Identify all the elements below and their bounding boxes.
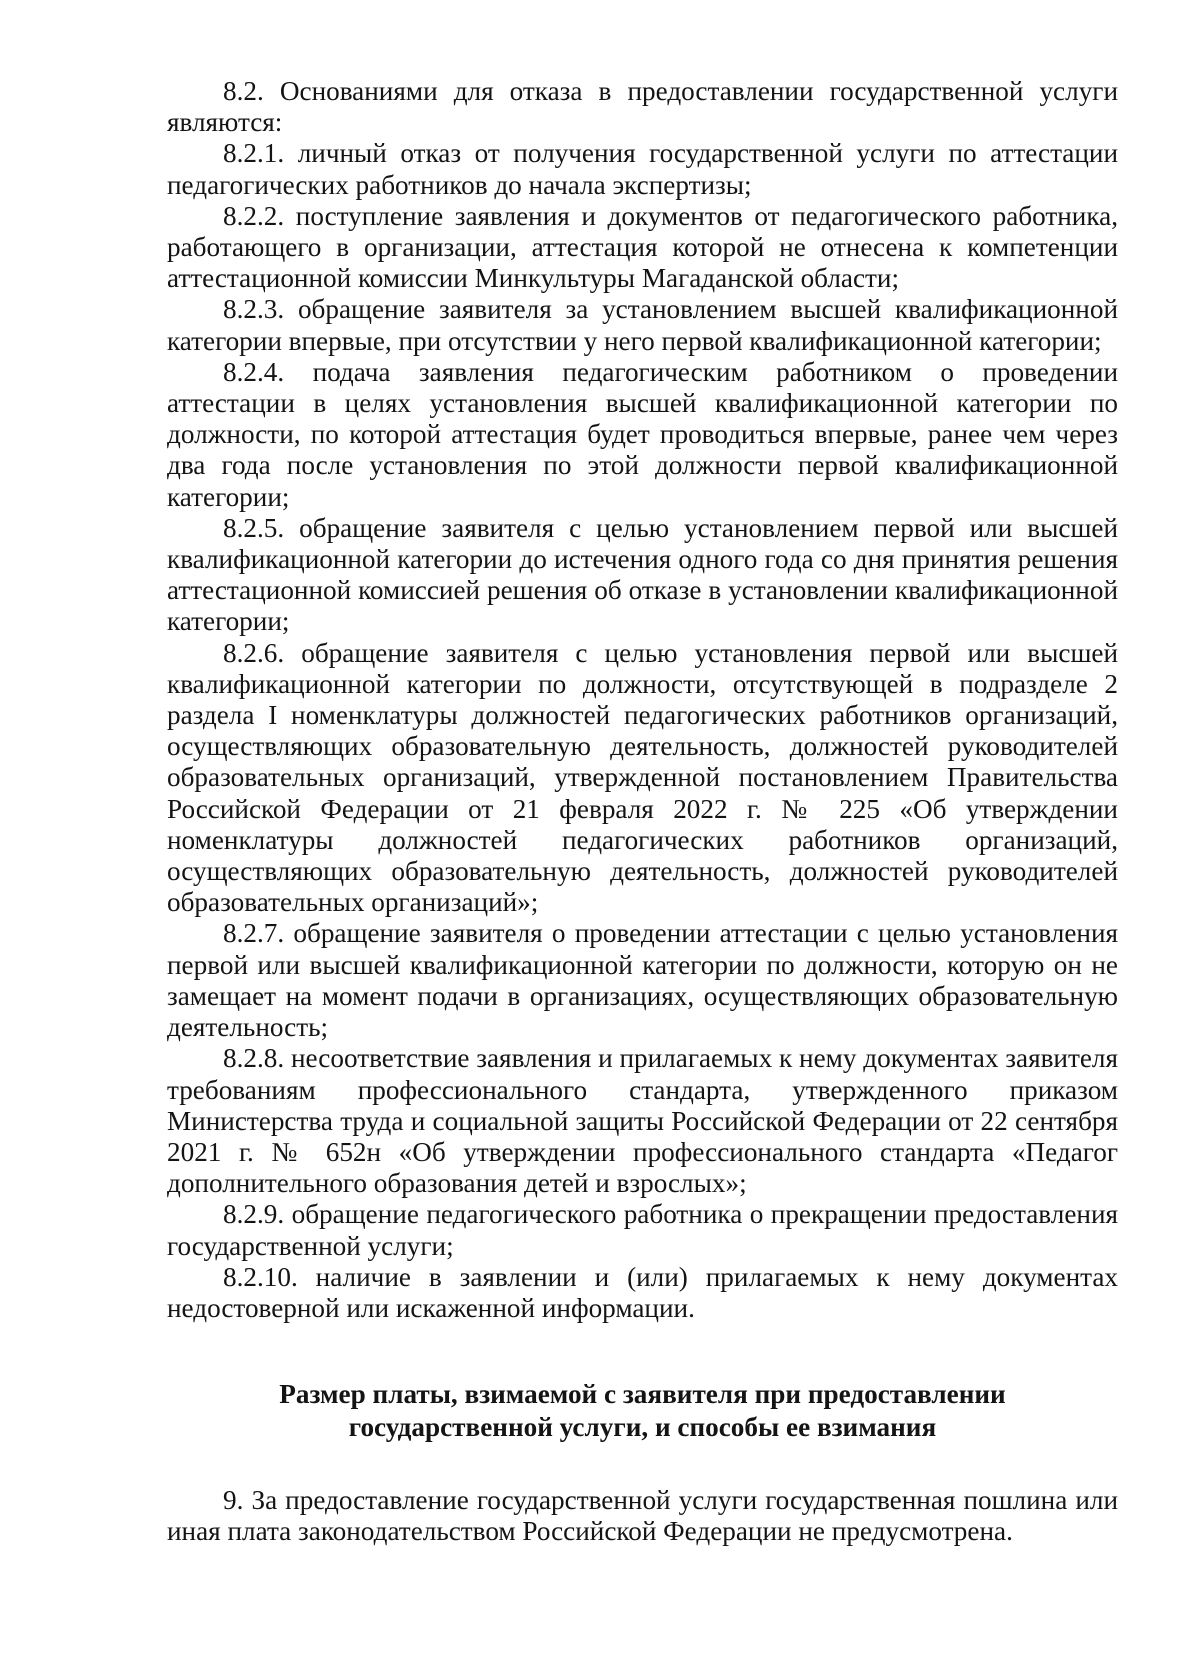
section-heading	[167, 1378, 1118, 1443]
paragraph-8-2-8: 8.2.8. несоответствие заявления и прилагаемых к нему документах заявителя требованиям профессионального стандарта, утвержденного приказом Министерства труда и социальной защиты Российской Федерации от 22 сентября 2021 г. № 652н «Об утверждении профессионального стандарта «Педагог дополнительного образования детей и взрослых»;	[167, 1043, 1118, 1199]
paragraph-8-2-3: 8.2.3. обращение заявителя за установлением высшей квалификационной категории впервые, при отсутствии у него первой квалификационной категории;	[167, 294, 1118, 356]
paragraph-8-2-4: 8.2.4. подача заявления педагогическим работником о проведении аттестации в целях установления высшей квалификационной категории по должности, по которой аттестация будет проводиться впервые, ранее чем через два года после установления по этой должности первой квалификационной категории;	[167, 356, 1118, 512]
section-heading-line-1: Размер платы, взимаемой с заявителя при предоставлении	[279, 1379, 1006, 1410]
section-heading-line-2: государственной услуги, и способы ее взимания	[348, 1411, 937, 1442]
document-page	[167, 76, 1118, 1547]
paragraph-8-2-5: 8.2.5. обращение заявителя с целью установлением первой или высшей квалификационной категории до истечения одного года со дня принятия решения аттестационной комиссией решения об отказе в установлении квалификационной категории;	[167, 512, 1118, 637]
paragraph-8-2-6: 8.2.6. обращение заявителя с целью установления первой или высшей квалификационной категории по должности, отсутствующей в подразделе 2 раздела I номенклатуры должностей педагогических работников организаций, осуществляющих образовательную деятельность, должностей руководителей образовательных организаций, утвержденной постановлением Правительства Российской Федерации от 21 февраля 2022 г. № 225 «Об утверждении номенклатуры должностей педагогических работников организаций, осуществляющих образовательную деятельность, должностей руководителей образовательных организаций»;	[167, 637, 1118, 918]
paragraph-9: 9. За предоставление государственной услуги государственная пошлина или иная плата законодательством Российской Федерации не предусмотрена.	[167, 1484, 1118, 1547]
paragraph-8-2-9: 8.2.9. обращение педагогического работника о прекращении предоставления государственной услуги;	[167, 1199, 1118, 1261]
paragraph-8-2-10: 8.2.10. наличие в заявлении и (или) прилагаемых к нему документах недостоверной или искаженной информации.	[167, 1261, 1118, 1323]
paragraph-8-2-1: 8.2.1. личный отказ от получения государственной услуги по аттестации педагогических работников до начала экспертизы;	[167, 138, 1118, 200]
paragraph-8-2: 8.2. Основаниями для отказа в предоставлении государственной услуги являются:	[167, 76, 1118, 138]
paragraph-8-2-7: 8.2.7. обращение заявителя о проведении аттестации с целью установления первой или высшей квалификационной категории по должности, которую он не замещает на момент подачи в организациях, осуществляющих образовательную деятельность;	[167, 918, 1118, 1043]
refusal-grounds-section	[167, 76, 1118, 1324]
paragraph-8-2-2: 8.2.2. поступление заявления и документов от педагогического работника, работающего в организации, аттестация которой не отнесена к компетенции аттестационной комиссии Минкультуры Магаданской области;	[167, 200, 1118, 294]
